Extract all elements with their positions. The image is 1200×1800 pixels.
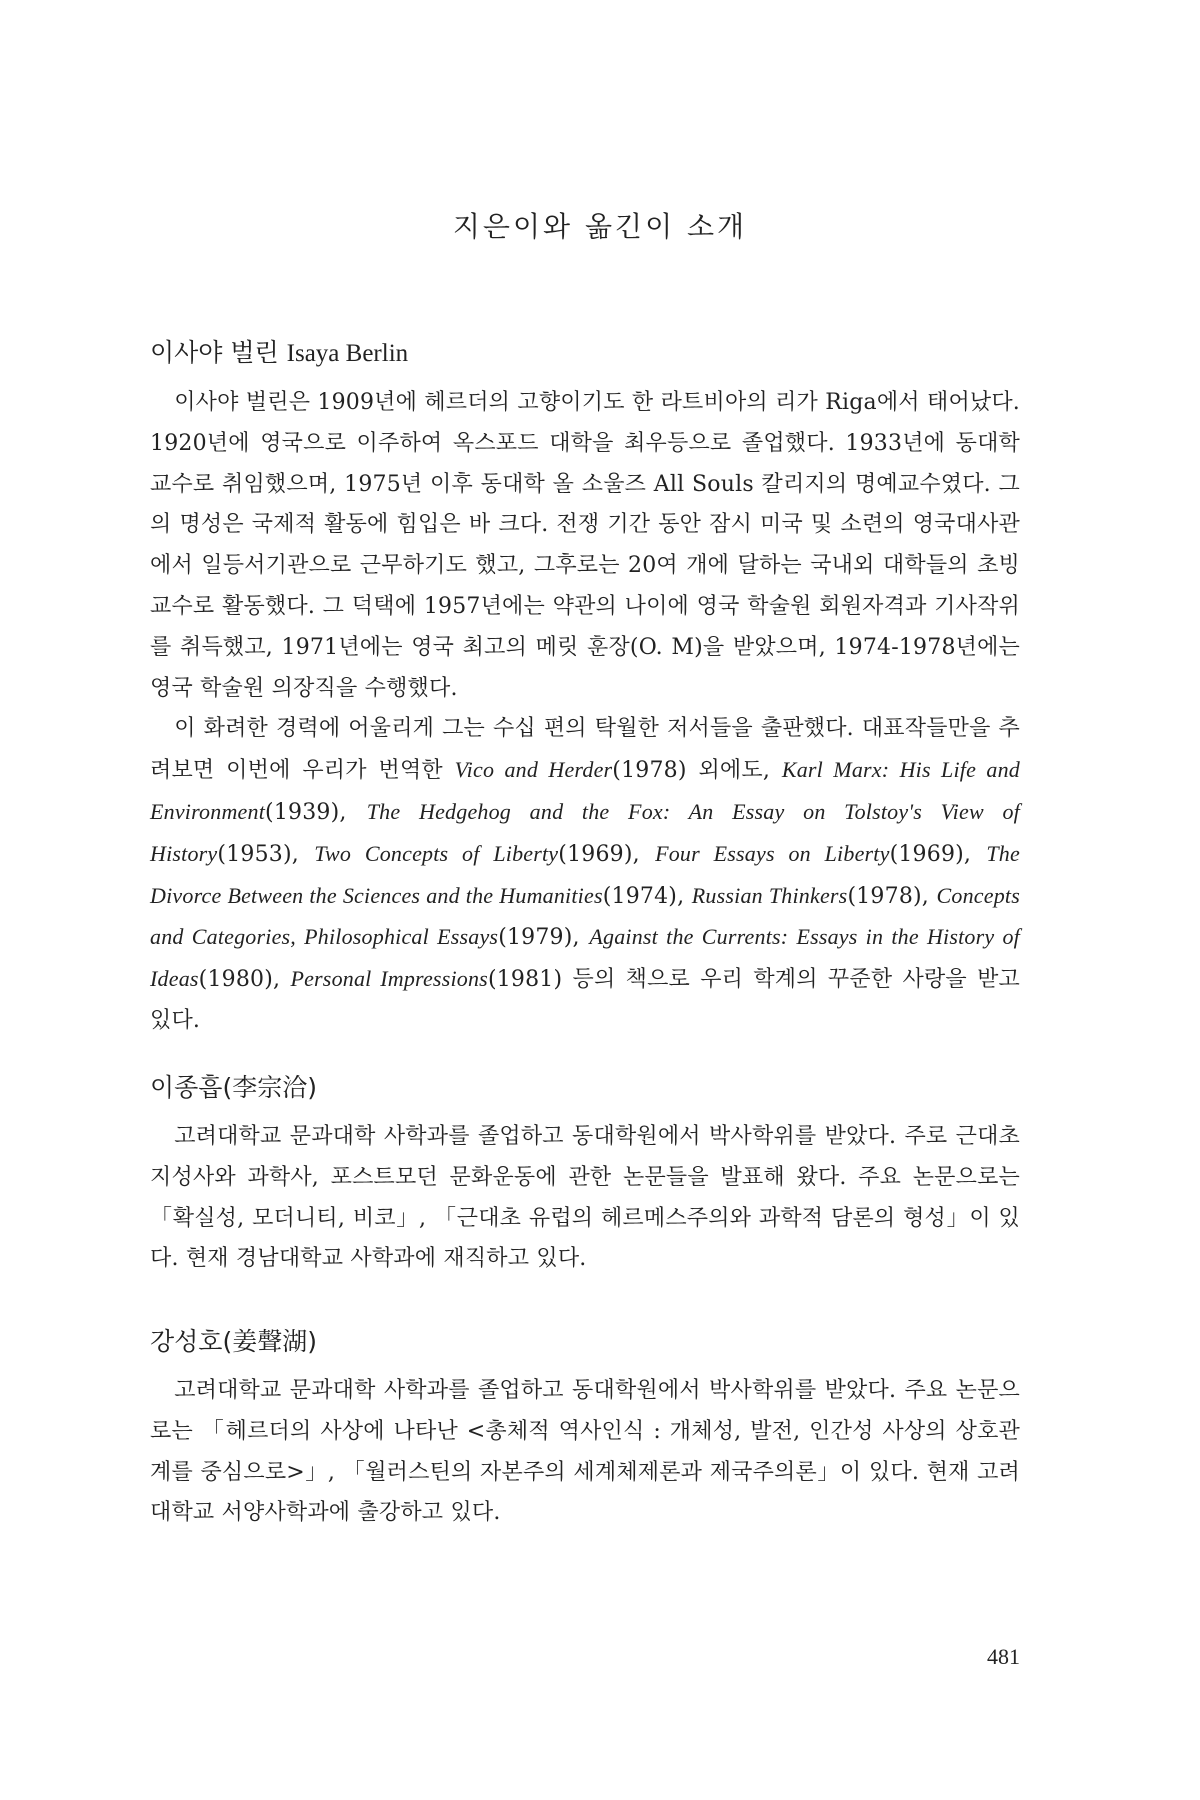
works-tail-text: (1981) 등의 책으로 우리 학계의 꾸준한 사랑을 받고 있다. — [150, 967, 1020, 1033]
author-works-paragraph — [150, 709, 1020, 1041]
book-year: (1969), — [558, 841, 656, 867]
book-title: Two Concepts of Liberty — [314, 840, 559, 866]
book-year: (1978) 외에도, — [612, 758, 782, 784]
section-translator-kang — [150, 1325, 1020, 1534]
section-translator-lee — [150, 1071, 1020, 1280]
book-title: Concepts and Categories, Philosophical Essays — [150, 882, 1020, 950]
book-year: (1939), — [265, 799, 367, 825]
works-lead-text: 이 화려한 경력에 어울리게 그는 수십 편의 탁월한 저서들을 출판했다. 대표작들만을 추려보면 이번에 우리가 번역한 — [150, 716, 1020, 784]
book-title: The Hedgehog and the Fox: An Essay on Tolstoy's View of History — [150, 798, 1020, 866]
section-berlin — [150, 336, 1020, 1042]
book-title: Four Essays on Liberty — [655, 840, 890, 866]
author-bio-paragraph: 이사야 벌린은 1909년에 헤르더의 고향이기도 한 라트비아의 리가 Riga에서 태어났다. 1920년에 영국으로 이주하여 옥스포드 대학을 최우등으로 졸업했다. 1933년에 동대학 교수로 취임했으며, 1975년 이후 동대학 올 소울즈 All Souls 칼리지의 명예교수였다. 그의 명성은 국제적 활동에 힘입은 바 크다. 전쟁 기간 동안 잠시 미국 및 소련의 영국대사관에서 일등서기관으로 근무하기도 했고, 그후로는 20여 개에 달하는 국내외 대학들의 초빙교수로 활동했다. 그 덕택에 1957년에는 약관의 나이에 영국 학술원 회원자격과 기사작위를 취득했고, 1971년에는 영국 최고의 메릿 훈장(O. M)을 받았으며, 1974-1978년에는 영국 학술원 의장직을 수행했다. — [150, 390, 1020, 701]
book-title: The Divorce Between the Sciences and the Humanities — [150, 840, 1020, 908]
book-title: Against the Currents: Essays in the History of Ideas — [150, 924, 1020, 992]
page-title: 지은이와 옮긴이 소개 — [452, 209, 748, 243]
book-title: Personal Impressions — [290, 966, 488, 992]
page-number: 481 — [987, 1644, 1020, 1669]
translator-bio-paragraph: 고려대학교 문과대학 사학과를 졸업하고 동대학원에서 박사학위를 받았다. 주요 논문으로는 「헤르더의 사상에 나타난 <총체적 역사인식 : 개체성, 발전, 인간성 사상의 상호관계를 중심으로>」, 「월러스틴의 자본주의 세계체제론과 제국주의론」이 있다. 현재 고려대학교 서양사학과에 출강하고 있다. — [150, 1378, 1020, 1526]
translator-heading — [150, 1071, 1020, 1105]
book-title: Russian Thinkers — [691, 882, 848, 908]
author-name-english: Isaya Berlin — [286, 340, 409, 367]
book-year: (1980), — [198, 967, 291, 993]
translator-heading — [150, 1325, 1020, 1359]
author-name-korean: 이사야 벌린 — [150, 338, 279, 367]
book-title: Karl Marx: His Life and Environment — [150, 757, 1020, 824]
book-year: (1978), — [847, 883, 937, 909]
book-year: (1953), — [217, 841, 315, 867]
translator-bio-paragraph: 고려대학교 문과대학 사학과를 졸업하고 동대학원에서 박사학위를 받았다. 주로 근대초 지성사와 과학사, 포스트모던 문화운동에 관한 논문들을 발표해 왔다. 주요 논문으로는 「확실성, 모더니티, 비코」, 「근대초 유럽의 헤르메스주의와 과학적 담론의 형성」이 있다. 현재 경남대학교 사학과에 재직하고 있다. — [150, 1124, 1020, 1272]
translator-name: 강성호(姜聲湖) — [150, 1327, 317, 1356]
book-year: (1974), — [602, 883, 692, 909]
book-year: (1969), — [889, 841, 987, 867]
translator-name: 이종흡(李宗洽) — [150, 1073, 317, 1102]
book-year: (1979), — [498, 925, 590, 951]
author-heading — [150, 336, 1020, 371]
book-title: Vico and Herder — [454, 757, 613, 783]
